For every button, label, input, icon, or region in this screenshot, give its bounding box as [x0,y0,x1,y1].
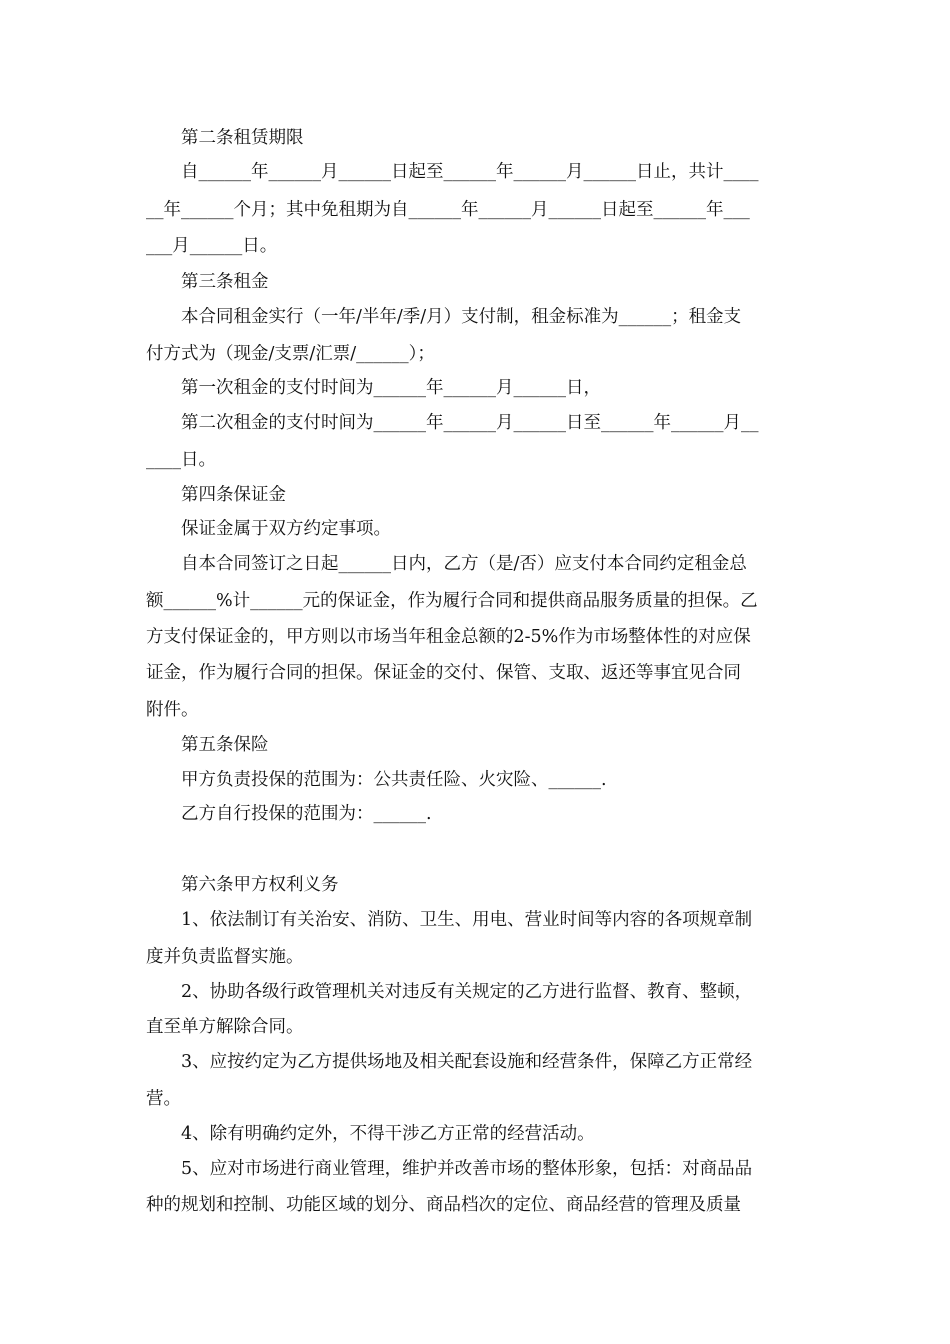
text-line: 5、应对市场进行商业管理，维护并改善市场的整体形象，包括：对商品品 [146,1159,753,1179]
heading-article-4: 第四条保证金 [146,485,286,505]
text-line: 乙方自行投保的范围为：______. [146,804,432,824]
text-line: 度并负责监督实施。 [146,947,304,967]
text-line: 1、依法制订有关治安、消防、卫生、用电、营业时间等内容的各项规章制 [146,910,753,930]
text-line: 第一次租金的支付时间为______年______月______日， [146,378,601,398]
text-line: 2、协助各级行政管理机关对违反有关规定的乙方进行监督、教育、整顿， [146,982,753,1002]
text-line: ___月______日。 [146,236,278,256]
text-line: 自本合同签订之日起______日内，乙方（是/否）应支付本合同约定租金总 [146,554,747,574]
text-line: ____日。 [146,450,216,470]
text-line: 甲方负责投保的范围为：公共责任险、火灾险、______. [146,770,607,790]
text-line: 4、除有明确约定外，不得干涉乙方正常的经营活动。 [146,1124,595,1144]
text-line: 证金，作为履行合同的担保。保证金的交付、保管、支取、返还等事宜见合同 [146,663,741,683]
heading-article-2: 第二条租赁期限 [146,128,304,148]
text-line: 方支付保证金的，甲方则以市场当年租金总额的2-5%作为市场整体性的对应保 [146,627,751,647]
text-line: 第二次租金的支付时间为______年______月______日至______年______月__ [146,413,759,433]
heading-article-5: 第五条保险 [146,735,269,755]
text-line: 保证金属于双方约定事项。 [146,519,391,539]
heading-article-6: 第六条甲方权利义务 [146,875,339,895]
text-line: 3、应按约定为乙方提供场地及相关配套设施和经营条件，保障乙方正常经 [146,1052,753,1072]
text-line: __年______个月；其中免租期为自______年______月______日起至______年___ [146,200,750,220]
text-line: 自______年______月______日起至______年______月______日止，共计____ [146,162,759,182]
text-line: 付方式为（现金/支票/汇票/______）； [146,344,435,364]
text-line: 附件。 [146,700,199,720]
text-line: 营。 [146,1089,181,1109]
heading-article-3: 第三条租金 [146,272,269,292]
text-line: 种的规划和控制、功能区域的划分、商品档次的定位、商品经营的管理及质量 [146,1195,741,1215]
text-line: 本合同租金实行（一年/半年/季/月）支付制，租金标准为______；租金支 [146,307,742,327]
text-line: 额______%计______元的保证金，作为履行合同和提供商品服务质量的担保。乙 [146,591,758,611]
text-line: 直至单方解除合同。 [146,1017,304,1037]
